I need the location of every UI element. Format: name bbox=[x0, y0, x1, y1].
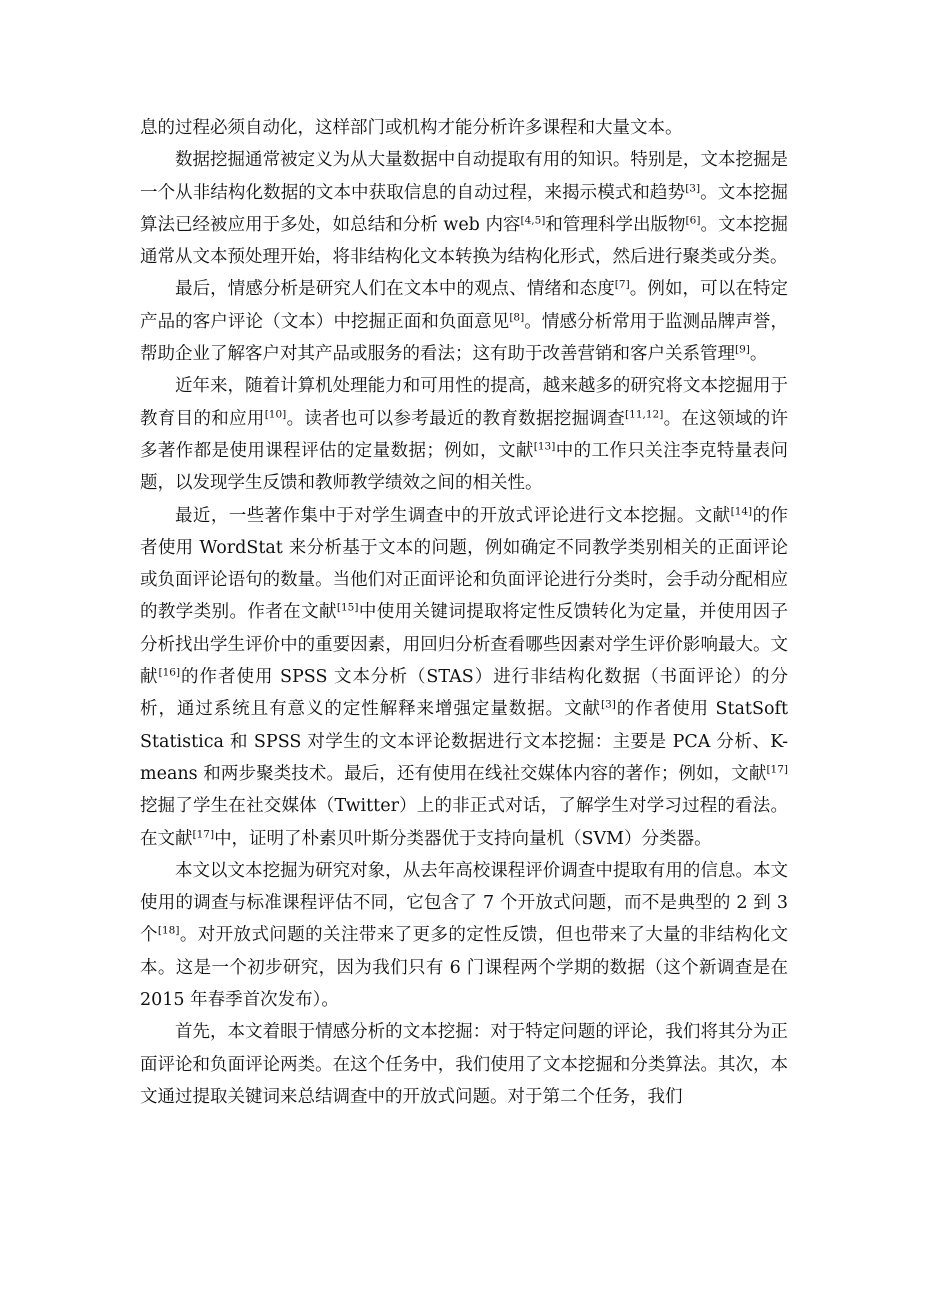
citation-reference: [7] bbox=[614, 279, 630, 292]
paragraph-text: 的作者使用 WordStat 来分析基于文本的问题，例如确定不同教学类别相关的正面评论或负面评论语句的数量。当他们对正面评论和负面评论进行分类时，会手动分配相应的教学类别。作者在文献 bbox=[140, 505, 789, 623]
paragraph bbox=[140, 370, 788, 499]
citation-reference: [15] bbox=[336, 602, 359, 615]
paragraph bbox=[140, 855, 788, 1016]
paragraph-text: 中，证明了朴素贝叶斯分类器优于支持向量机（SVM）分类器。 bbox=[214, 828, 712, 849]
paragraph-text: 。 bbox=[749, 344, 768, 365]
citation-reference: [10] bbox=[264, 408, 287, 421]
paragraph-text: 。文本挖掘算法已经被应用于多处，如总结和分析 web 内容 bbox=[140, 182, 789, 235]
citation-reference: [14] bbox=[730, 505, 753, 518]
paragraph-text: 近年来，随着计算机处理能力和可用性的提高，越来越多的研究将文本挖掘用于教育目的和应用 bbox=[140, 376, 788, 429]
citation-reference: [3] bbox=[685, 182, 701, 195]
citation-reference: [13] bbox=[533, 440, 556, 453]
paragraph-text: 最近，一些著作集中于对学生调查中的开放式评论进行文本挖掘。文献 bbox=[175, 505, 731, 526]
paragraph-text: 首先，本文着眼于情感分析的文本挖掘：对于特定问题的评论，我们将其分为正面评论和负面评论两类。在这个任务中，我们使用了文本挖掘和分类算法。其次，本文通过提取关键词来总结调查中的开放式问题。对于第二个任务，我们 bbox=[140, 1022, 788, 1107]
paragraph-text: 和管理科学出版物 bbox=[545, 214, 686, 235]
paragraph-text: 息的过程必须自动化，这样部门或机构才能分析许多课程和大量文本。 bbox=[140, 118, 683, 138]
citation-reference: [17] bbox=[192, 828, 215, 841]
citation-reference: [11,12] bbox=[625, 408, 664, 421]
document-body bbox=[140, 112, 788, 1113]
citation-reference: [3] bbox=[600, 699, 616, 712]
paragraph bbox=[140, 273, 788, 370]
paragraph-text: 中的工作只关注李克特量表问题，以发现学生反馈和教师教学绩效之间的相关性。 bbox=[140, 440, 789, 494]
citation-reference: [4,5] bbox=[520, 214, 546, 227]
paragraph-text: 。在这领域的许多著作都是使用课程评估的定量数据；例如，文献 bbox=[140, 408, 789, 461]
citation-reference: [16] bbox=[158, 666, 181, 679]
paragraph-text: 。文本挖掘通常从文本预处理开始，将非结构化文本转换为结构化形式，然后进行聚类或分类。 bbox=[140, 214, 788, 268]
paragraph-text: 最后，情感分析是研究人们在文本中的观点、情绪和态度 bbox=[175, 279, 615, 300]
paragraph-text: 本文以文本挖掘为研究对象，从去年高校课程评价调查中提取有用的信息。本文使用的调查与标准课程评估不同，它包含了 7 个开放式问题，而不是典型的 2 到 3 个 bbox=[140, 860, 788, 946]
citation-reference: [18] bbox=[157, 925, 180, 938]
paragraph bbox=[140, 500, 788, 855]
paragraph-text: 。读者也可以参考最近的教育数据挖掘调查 bbox=[286, 408, 626, 429]
paragraph-text: 数据挖掘通常被定义为从大量数据中自动提取有用的知识。特别是，文本挖掘是一个从非结构化数据的文本中获取信息的自动过程，来揭示模式和趋势 bbox=[140, 150, 788, 203]
citation-reference: [8] bbox=[509, 311, 525, 324]
citation-reference: [6] bbox=[685, 214, 701, 227]
paragraph-text: 。例如，可以在特定产品的客户评论（文本）中挖掘正面和负面意见 bbox=[140, 279, 788, 332]
paragraph-text: 的作者使用 StatSoft Statistica 和 SPSS 对学生的文本评论数据进行文本挖掘：主要是 PCA 分析、K-means 和两步聚类技术。最后，还有使用在线社交媒体内容的著作；例如，文献 bbox=[140, 699, 788, 784]
paragraph-text: 。情感分析常用于监测品牌声誉，帮助企业了解客户对其产品或服务的看法；这有助于改善营销和客户关系管理 bbox=[140, 311, 789, 365]
citation-reference: [17] bbox=[766, 763, 788, 776]
citation-reference: [9] bbox=[735, 343, 750, 356]
paragraph-text: 挖掘了学生在社交媒体（Twitter）上的非正式对话，了解学生对学习过程的看法。在文献 bbox=[140, 796, 788, 849]
paragraph bbox=[140, 144, 788, 273]
paragraph bbox=[140, 112, 788, 144]
paragraph-text: 中使用关键词提取将定性反馈转化为定量，并使用因子分析找出学生评价中的重要因素，用回归分析查看哪些因素对学生评价影响最大。文献 bbox=[140, 602, 789, 688]
paragraph bbox=[140, 1016, 788, 1113]
paragraph-text: 的作者使用 SPSS 文本分析（STAS）进行非结构化数据（书面评论）的分析，通过系统且有意义的定性解释来增强定量数据。文献 bbox=[140, 667, 789, 720]
paragraph-text: 。对开放式问题的关注带来了更多的定性反馈，但也带来了大量的非结构化文本。这是一个初步研究，因为我们只有 6 门课程两个学期的数据（这个新调查是在 2015 年春季首次发布）。 bbox=[140, 925, 789, 1011]
